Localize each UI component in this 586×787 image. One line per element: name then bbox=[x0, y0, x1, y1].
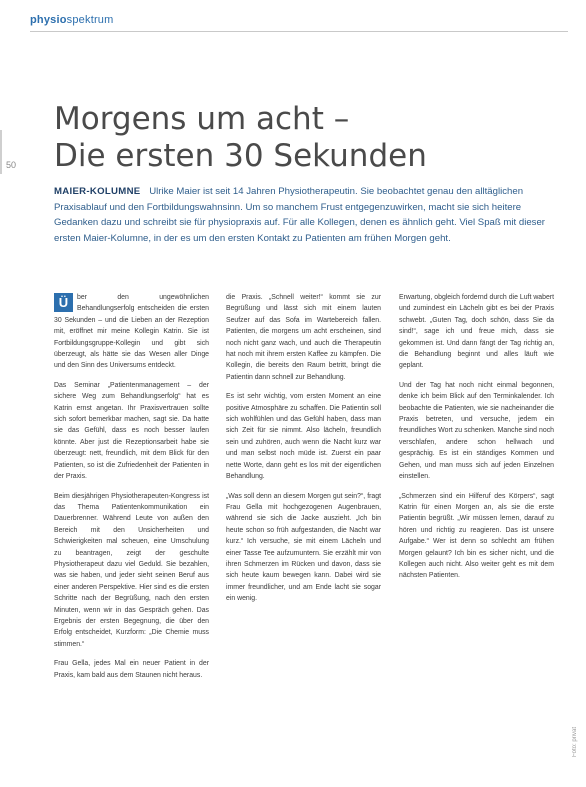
paragraph: Und der Tag hat noch nicht einmal begonnen, denke ich beim Blick auf den Terminkalender. Ich beobachte die Patienten, wie sie nacheinander die Praxis betreten, und versuche, jedem ein freundliches Wort zu schenken. Manche sind noch verschlafen, andere schon hellwach und gesprächig. Es ist ein ständiges Kommen und Gehen, und man muss sich auf jeden Einzelnen einstellen. bbox=[399, 381, 554, 481]
paragraph: „Was soll denn an diesem Morgen gut sein?“, fragt Frau Gella mit hochgezogenen Augenbrauen, während sie sich die Jacke auszieht. „Ich bin heute schon so früh aufgestanden, die Nacht war kurz.“ Ich versuche, sie mit einem Lächeln und einer Tasse Tee aufzumuntern. Sie erzählt mir von ihren Schmerzen im Rücken und davon, dass sie sich heute kaum bewegen kann. Dabei wird sie immer freundlicher, und am Ende lacht sie sogar ein wenig. bbox=[226, 492, 381, 603]
article-lead bbox=[54, 184, 558, 246]
side-marker bbox=[0, 130, 2, 174]
page-number: 50 bbox=[6, 160, 17, 170]
photo-credit: Foto: privat bbox=[572, 726, 578, 757]
title-line-2: Die ersten 30 Sekunden bbox=[54, 138, 427, 174]
paragraph bbox=[54, 292, 209, 372]
section-brand-part1: physio bbox=[30, 14, 67, 26]
section-header bbox=[30, 14, 114, 26]
paragraph: „Schmerzen sind ein Hilferuf des Körpers“, sagt Katrin für einen Morgen an, als sie die erste Patientin begrüßt. „Wir müssen lernen, darauf zu hören und richtig zu reagieren. Das ist unsere Aufgabe.“ Wer ist denn so schlecht am frühen Morgen gelaunt? Ich bin es sicher nicht, und die Kollegen auch nicht. Also weiter geht es mit dem nächsten Patienten. bbox=[399, 492, 554, 580]
paragraph: Frau Gella, jedes Mal ein neuer Patient in der Praxis, kam bald aus dem Staunen nicht heraus. bbox=[54, 660, 209, 679]
article-body bbox=[54, 292, 554, 778]
body-column-2 bbox=[226, 292, 381, 778]
header-rule bbox=[30, 31, 568, 32]
paragraph: die Praxis. „Schnell weiter!“ kommt sie zur Begrüßung und lässt sich mit einem lauten Seufzer auf das Sofa im Wartebereich fallen. Patienten, die morgens um acht erscheinen, sind noch nicht ganz wach, und auch die Therapeutin hat noch mit ihrem ersten Kaffee zu kämpfen. Die Kollegin, die bereits den Raum betritt, bringt die Patientin dann schnell zur Behandlung. bbox=[226, 294, 381, 381]
paragraph: Es ist sehr wichtig, vom ersten Moment an eine positive Atmosphäre zu schaffen. Die Patientin soll sich wohlfühlen und das Gefühl haben, dass man sich Zeit für sie nimmt. Also lächeln, freundlich sein und zuhören, auch wenn die Nacht kurz war und man selbst noch müde ist. Zuerst ein paar nette Worte, dann geht es los mit der eigentlichen Behandlung. bbox=[226, 393, 381, 481]
paragraph: Beim diesjährigen Physiotherapeuten-Kongress ist das Thema Patientenkommunikation ein Dauerbrenner. Während Leute von außen den Bereich mit den Unsicherheiten und Schwierigkeiten mal scheuen, eine Umschulung zu beantragen, zeigt der geschulte Physiotherapeut dazu viel Geduld. Sie bezahlen, was sie haben, und jeder sieht seinen Beruf aus einer anderen Perspektive. Hier sind es die ersten Schritte nach der Begrüßung, nach den ersten Minuten, wenn wir in das Gespräch gehen. Das Ergebnis der ersten Begegnung, die über den Erfolg entscheidet, Kurzform: „Die Chemie muss stimmen.“ bbox=[54, 492, 209, 648]
section-brand-part2: spektrum bbox=[66, 14, 114, 26]
drop-cap: Ü bbox=[54, 293, 73, 312]
paragraph: Das Seminar „Patientenmanagement – der sichere Weg zum Behandlungserfolg“ hat es Katrin ernst angetan. Ihr Praxisvertrauen sollte sich sofort bemerkbar machen, sagt sie. Da hatte sie das Gefühl, dass es noch besser laufen könnte. Aber just die Rezeptionsarbeit habe sie überzeugt: nett, freundlich, mit dem Blick für den Patienten, so ist die Zufriedenheit der Patienten in der Praxis. bbox=[54, 381, 209, 481]
body-column-3 bbox=[399, 292, 554, 778]
paragraph: Erwartung, obgleich fordernd durch die Luft wabert und zumindest ein Lächeln gibt es bei der Praxis schwebt. „Guten Tag, doch schön, dass Sie da sind!“, sage ich und freue mich, dass sie gekommen ist. Und dann fängt der Tag richtig an, die Behandlung beginnt und alles läuft wie geplant. bbox=[399, 294, 554, 370]
title-line-1: Morgens um acht – bbox=[54, 101, 350, 137]
lead-kicker: MAIER-KOLUMNE bbox=[54, 186, 141, 197]
paragraph-text: ber den ungewöhnlichen Behandlungserfolg entscheiden die ersten 30 Sekunden – und die Lieben an der Rezeption mit, eröffnet mir meine Kollegin Katrin. Sie ist Fortbildungsgruppe-Kollegin und gibt sich überzeugt, als hätte sie das Wesen aller Dinge und den Sinn des Universums entdeckt. bbox=[54, 294, 209, 370]
lead-text: Ulrike Maier ist seit 14 Jahren Physiotherapeutin. Sie beobachtet genau den alltäglichen Praxisablauf und den Fortbildungswahnsinn. Um so manchem Frust entgegenzuwirken, macht sie sich heitere Gedanken dazu und schreibt sie für physiopraxis auf. Für alle Kollegen, denen es ähnlich geht. Viel Spaß mit dieser ersten Maier-Kolumne, in der es um den ersten Kontakt zu Patienten am frühen Morgen geht. bbox=[54, 186, 545, 244]
article-title bbox=[54, 101, 534, 175]
body-column-1 bbox=[54, 292, 209, 778]
